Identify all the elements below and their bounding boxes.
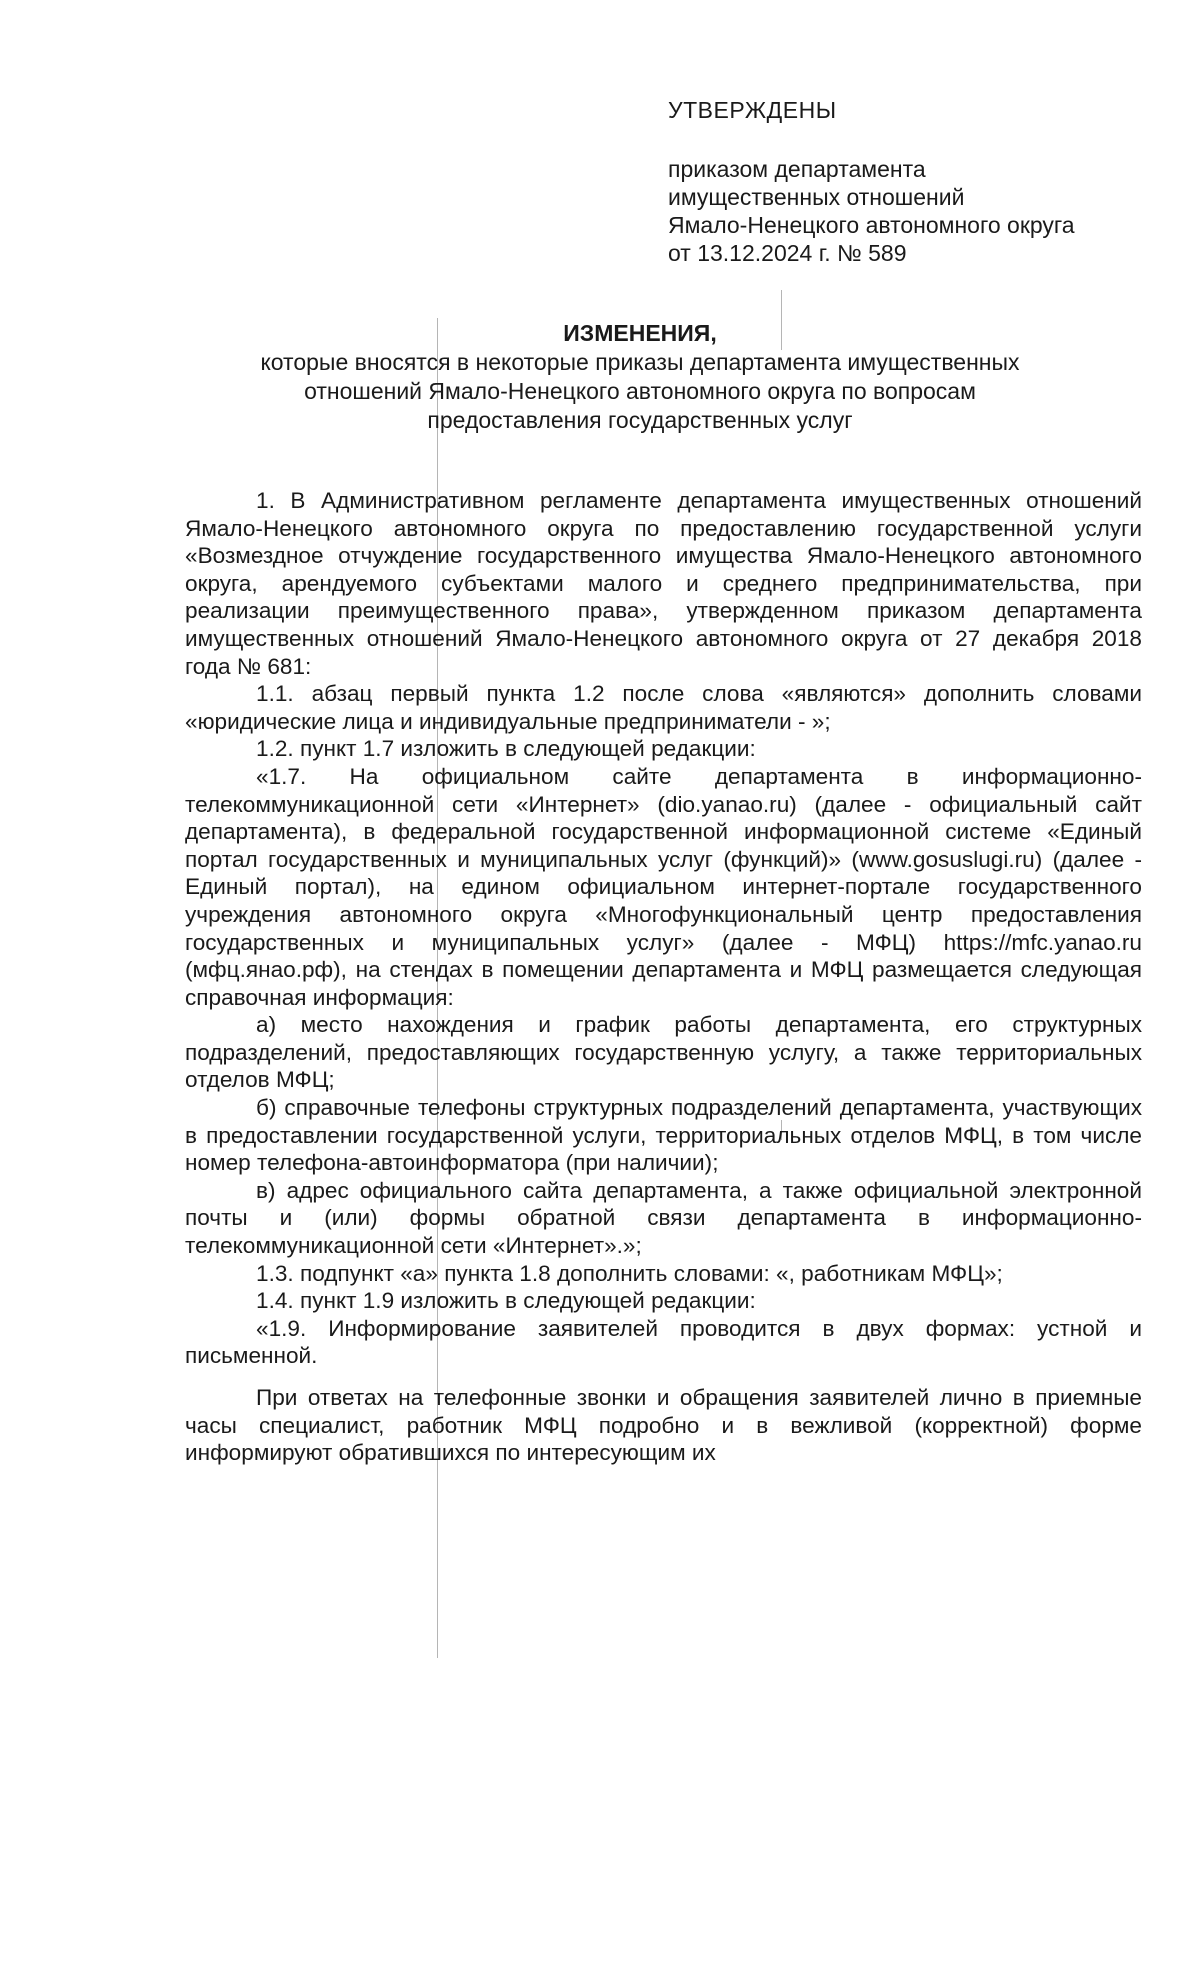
document-subtitle-line: которые вносятся в некоторые приказы департамента имущественных	[260, 349, 1020, 375]
approval-line: Ямало-Ненецкого автономного округа	[668, 212, 1075, 238]
body-paragraph: 1.3. подпункт «а» пункта 1.8 дополнить словами: «, работникам МФЦ»;	[256, 1260, 1003, 1286]
body-paragraph: При ответах на телефонные звонки и обращения заявителей лично в приемные часы специалист, работник МФЦ подробно и в вежливой (корректной) форме информируют обратившихся по интересующим их	[185, 1385, 1142, 1466]
body-paragraph: в) адрес официального сайта департамента, а также официальной электронной почты и (или) формы обратной связи департамента в информационно-телекоммуникационной сети «Интернет».»;	[185, 1177, 1142, 1259]
document-title-block	[180, 318, 1100, 435]
document-title: ИЗМЕНЕНИЯ,	[563, 320, 717, 346]
document-body	[185, 487, 1142, 1467]
body-paragraph: 1.1. абзац первый пункта 1.2 после слова «являются» дополнить словами «юридические лица и индивидуальные предприниматели - »;	[185, 681, 1142, 734]
body-paragraph: «1.9. Информирование заявителей проводится в двух формах: устной и письменной.	[185, 1315, 1142, 1369]
approval-line: приказом департамента	[668, 156, 926, 182]
approval-heading: УТВЕРЖДЕНЫ	[668, 97, 837, 123]
body-paragraph: 1. В Административном регламенте департамента имущественных отношений Ямало-Ненецкого автономного округа по предоставлению государственной услуги «Возмездное отчуждение государственного имущества Ямало-Ненецкого автономного округа, арендуемого субъектами малого и среднего предпринимательства, при реализации преимущественного права», утвержденном приказом департамента имущественных отношений Ямало-Ненецкого автономного округа от 27 декабря 2018 года № 681:	[185, 488, 1142, 679]
approval-line: имущественных отношений	[668, 184, 965, 210]
approval-stamp-block	[668, 96, 1075, 267]
body-paragraph: «1.7. На официальном сайте департамента в информационно-телекоммуникационной сети «Интернет» (dio.yanao.ru) (далее - официальный сайт департамента), в федеральной государственной информационной системе «Единый портал государственных и муниципальных услуг (функций)» (www.gosuslugi.ru) (далее - Единый портал), на едином официальном интернет-портале государственного учреждения автономного округа «Многофункциональный центр предоставления государственных и муниципальных услуг» (далее - МФЦ) https://mfc.yanao.ru (мфц.янао.рф), на стендах в помещении департамента и МФЦ размещается следующая справочная информация:	[185, 763, 1142, 1010]
approval-line: от 13.12.2024 г. № 589	[668, 240, 907, 266]
body-paragraph: 1.2. пункт 1.7 изложить в следующей редакции:	[256, 736, 756, 762]
document-subtitle-line: предоставления государственных услуг	[427, 407, 853, 433]
body-paragraph: б) справочные телефоны структурных подразделений департамента, участвующих в предоставлении государственной услуги, территориальных отделов МФЦ, в том числе номер телефона-автоинформатора (при наличии);	[185, 1095, 1142, 1176]
document-subtitle-line: отношений Ямало-Ненецкого автономного округа по вопросам	[304, 378, 976, 404]
body-paragraph: а) место нахождения и график работы департамента, его структурных подразделений, предоставляющих государственную услугу, а также территориальных отделов МФЦ;	[185, 1012, 1142, 1093]
body-paragraph: 1.4. пункт 1.9 изложить в следующей редакции:	[256, 1288, 756, 1314]
